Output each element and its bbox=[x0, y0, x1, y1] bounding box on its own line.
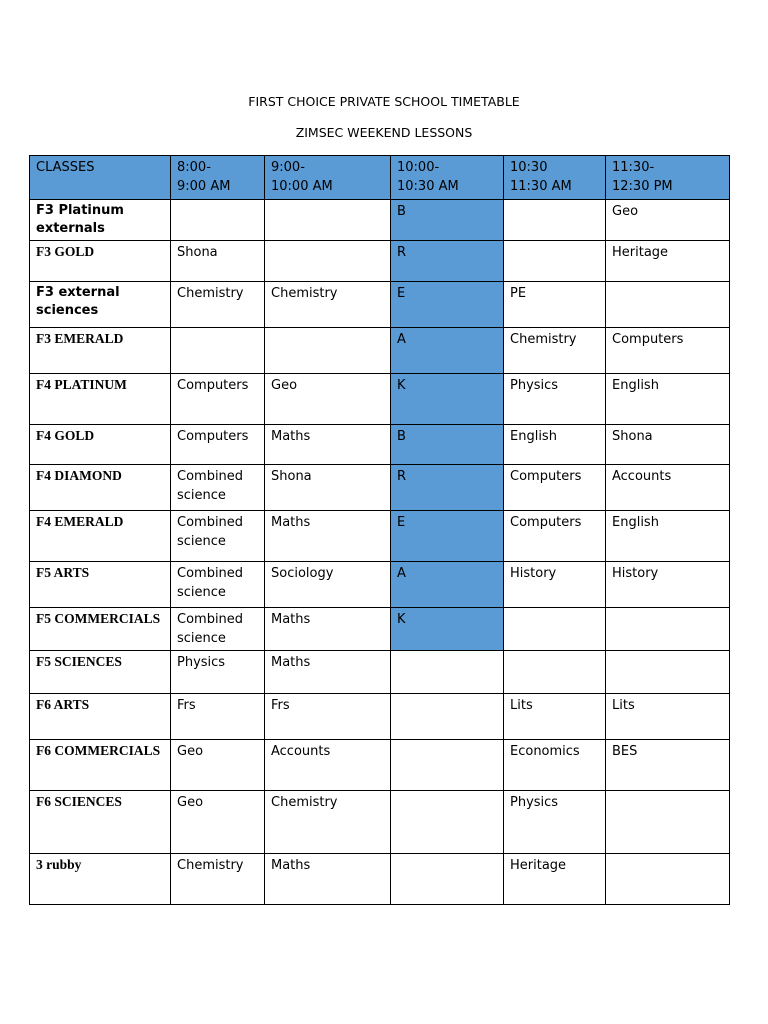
table-row bbox=[30, 791, 730, 854]
column-header-text: 11:30 AM bbox=[510, 179, 572, 194]
slot-1-cell: Chemistry bbox=[171, 854, 265, 905]
slot-4-cell bbox=[606, 854, 730, 905]
break-slot-cell: A bbox=[391, 328, 504, 374]
slot-3-cell: Physics bbox=[504, 791, 606, 854]
class-name-cell: F6 SCIENCES bbox=[30, 791, 171, 854]
slot-3-cell: Computers bbox=[504, 465, 606, 511]
slot-3-cell bbox=[504, 200, 606, 241]
table-row bbox=[30, 651, 730, 694]
document-title: FIRST CHOICE PRIVATE SCHOOL TIMETABLE bbox=[248, 94, 520, 109]
slot-1-cell: Combined science bbox=[171, 465, 265, 511]
table-row bbox=[30, 465, 730, 511]
slot-2-cell bbox=[265, 200, 391, 241]
table-row bbox=[30, 740, 730, 791]
timetable bbox=[29, 155, 730, 905]
break-slot-cell: E bbox=[391, 282, 504, 328]
table-row bbox=[30, 200, 730, 241]
class-name-cell: F6 COMMERCIALS bbox=[30, 740, 171, 791]
slot-1-cell: Combined science bbox=[171, 608, 265, 651]
class-name-cell: F5 ARTS bbox=[30, 562, 171, 608]
slot-1-cell: Geo bbox=[171, 740, 265, 791]
class-name-cell: F3 GOLD bbox=[30, 241, 171, 282]
column-header-text: 12:30 PM bbox=[612, 179, 673, 194]
class-name-cell: F5 COMMERCIALS bbox=[30, 608, 171, 651]
slot-2-cell: Geo bbox=[265, 374, 391, 425]
table-row bbox=[30, 282, 730, 328]
break-slot-cell bbox=[391, 740, 504, 791]
slot-1-cell: Computers bbox=[171, 425, 265, 465]
slot-3-cell: Lits bbox=[504, 694, 606, 740]
slot-1-cell bbox=[171, 200, 265, 241]
slot-2-cell bbox=[265, 328, 391, 374]
break-slot-cell bbox=[391, 694, 504, 740]
table-row bbox=[30, 328, 730, 374]
break-slot-cell: B bbox=[391, 425, 504, 465]
column-header-text: 11:30- bbox=[612, 160, 655, 175]
column-header-text: 9:00- bbox=[271, 160, 305, 175]
class-name-cell: F3 external sciences bbox=[30, 282, 171, 328]
slot-3-cell: Physics bbox=[504, 374, 606, 425]
column-header bbox=[171, 156, 265, 200]
table-row bbox=[30, 374, 730, 425]
slot-1-cell: Shona bbox=[171, 241, 265, 282]
column-header bbox=[504, 156, 606, 200]
slot-4-cell: BES bbox=[606, 740, 730, 791]
break-slot-cell: K bbox=[391, 374, 504, 425]
break-slot-cell: R bbox=[391, 465, 504, 511]
slot-2-cell: Maths bbox=[265, 511, 391, 562]
slot-4-cell bbox=[606, 608, 730, 651]
column-header-text: CLASSES bbox=[36, 160, 95, 175]
slot-1-cell: Physics bbox=[171, 651, 265, 694]
class-name-cell: F5 SCIENCES bbox=[30, 651, 171, 694]
slot-4-cell: English bbox=[606, 374, 730, 425]
slot-4-cell: Accounts bbox=[606, 465, 730, 511]
slot-4-cell: Shona bbox=[606, 425, 730, 465]
slot-1-cell: Frs bbox=[171, 694, 265, 740]
slot-2-cell: Maths bbox=[265, 651, 391, 694]
table-row bbox=[30, 694, 730, 740]
slot-1-cell bbox=[171, 328, 265, 374]
column-header-text: 10:00- bbox=[397, 160, 440, 175]
slot-4-cell: Computers bbox=[606, 328, 730, 374]
table-row bbox=[30, 854, 730, 905]
slot-3-cell: History bbox=[504, 562, 606, 608]
break-slot-cell: E bbox=[391, 511, 504, 562]
column-header-text: 8:00- bbox=[177, 160, 211, 175]
break-slot-cell bbox=[391, 651, 504, 694]
slot-2-cell: Shona bbox=[265, 465, 391, 511]
class-name-cell: 3 rubby bbox=[30, 854, 171, 905]
slot-3-cell: Economics bbox=[504, 740, 606, 791]
slot-3-cell: English bbox=[504, 425, 606, 465]
slot-3-cell bbox=[504, 608, 606, 651]
class-name-cell: F4 DIAMOND bbox=[30, 465, 171, 511]
slot-3-cell bbox=[504, 241, 606, 282]
slot-2-cell: Chemistry bbox=[265, 282, 391, 328]
break-slot-cell: B bbox=[391, 200, 504, 241]
break-slot-cell: A bbox=[391, 562, 504, 608]
slot-2-cell: Maths bbox=[265, 854, 391, 905]
break-slot-cell: K bbox=[391, 608, 504, 651]
column-header-text: 10:00 AM bbox=[271, 179, 333, 194]
table-row bbox=[30, 511, 730, 562]
column-header bbox=[30, 156, 171, 200]
slot-4-cell: Geo bbox=[606, 200, 730, 241]
column-header bbox=[391, 156, 504, 200]
slot-3-cell: Heritage bbox=[504, 854, 606, 905]
slot-4-cell bbox=[606, 651, 730, 694]
slot-1-cell: Combined science bbox=[171, 562, 265, 608]
class-name-cell: F6 ARTS bbox=[30, 694, 171, 740]
slot-4-cell: English bbox=[606, 511, 730, 562]
slot-3-cell bbox=[504, 651, 606, 694]
column-header bbox=[606, 156, 730, 200]
table-header-row bbox=[30, 156, 730, 200]
slot-2-cell bbox=[265, 241, 391, 282]
slot-4-cell: History bbox=[606, 562, 730, 608]
table-row bbox=[30, 562, 730, 608]
slot-3-cell: PE bbox=[504, 282, 606, 328]
slot-4-cell bbox=[606, 282, 730, 328]
class-name-cell: F4 EMERALD bbox=[30, 511, 171, 562]
break-slot-cell bbox=[391, 791, 504, 854]
document-subtitle: ZIMSEC WEEKEND LESSONS bbox=[295, 125, 473, 140]
class-name-cell: F4 GOLD bbox=[30, 425, 171, 465]
slot-1-cell: Computers bbox=[171, 374, 265, 425]
slot-1-cell: Geo bbox=[171, 791, 265, 854]
slot-2-cell: Sociology bbox=[265, 562, 391, 608]
break-slot-cell: R bbox=[391, 241, 504, 282]
slot-2-cell: Maths bbox=[265, 608, 391, 651]
class-name-cell: F3 EMERALD bbox=[30, 328, 171, 374]
slot-2-cell: Frs bbox=[265, 694, 391, 740]
table-row bbox=[30, 608, 730, 651]
column-header bbox=[265, 156, 391, 200]
class-name-cell: F4 PLATINUM bbox=[30, 374, 171, 425]
slot-4-cell bbox=[606, 791, 730, 854]
column-header-text: 9:00 AM bbox=[177, 179, 231, 194]
slot-4-cell: Lits bbox=[606, 694, 730, 740]
table-row bbox=[30, 241, 730, 282]
column-header-text: 10:30 AM bbox=[397, 179, 459, 194]
slot-2-cell: Accounts bbox=[265, 740, 391, 791]
slot-2-cell: Maths bbox=[265, 425, 391, 465]
slot-2-cell: Chemistry bbox=[265, 791, 391, 854]
slot-1-cell: Chemistry bbox=[171, 282, 265, 328]
column-header-text: 10:30 bbox=[510, 160, 548, 175]
slot-4-cell: Heritage bbox=[606, 241, 730, 282]
break-slot-cell bbox=[391, 854, 504, 905]
slot-1-cell: Combined science bbox=[171, 511, 265, 562]
slot-3-cell: Computers bbox=[504, 511, 606, 562]
table-row bbox=[30, 425, 730, 465]
slot-3-cell: Chemistry bbox=[504, 328, 606, 374]
class-name-cell: F3 Platinum externals bbox=[30, 200, 171, 241]
